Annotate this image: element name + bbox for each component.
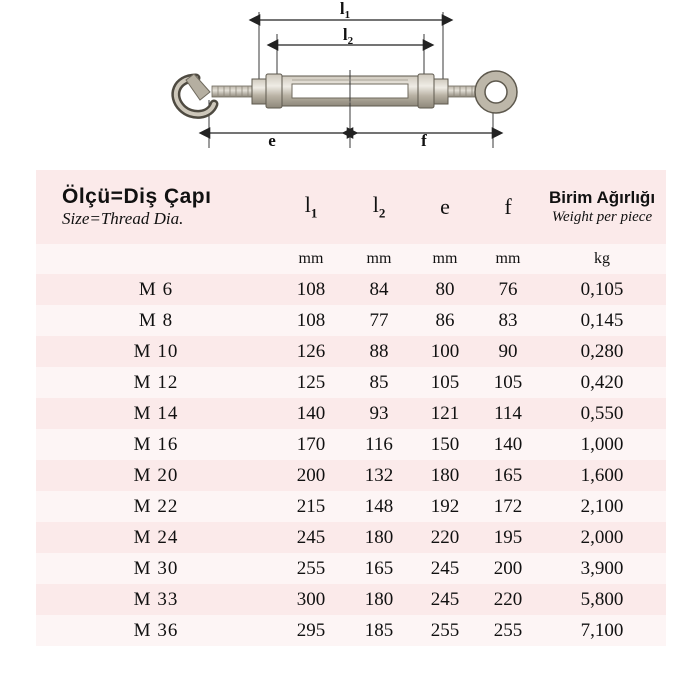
cell-l1: 295 bbox=[276, 615, 346, 646]
dimension-label-f: f bbox=[421, 131, 427, 150]
frame-left-cap bbox=[266, 74, 282, 108]
cell-l1: 108 bbox=[276, 274, 346, 305]
table-header-row bbox=[36, 170, 666, 244]
cell-e: 100 bbox=[412, 336, 478, 367]
cell-l1: 170 bbox=[276, 429, 346, 460]
cell-l1: 140 bbox=[276, 398, 346, 429]
cell-weight: 0,420 bbox=[538, 367, 666, 398]
cell-e: 80 bbox=[412, 274, 478, 305]
cell-size: M 36 bbox=[36, 615, 276, 646]
cell-f: 220 bbox=[478, 584, 538, 615]
dimension-label-e: e bbox=[268, 131, 276, 150]
cell-e: 192 bbox=[412, 491, 478, 522]
cell-f: 105 bbox=[478, 367, 538, 398]
specification-table-wrapper bbox=[36, 170, 666, 646]
table-row bbox=[36, 584, 666, 615]
cell-weight: 7,100 bbox=[538, 615, 666, 646]
cell-size: M 24 bbox=[36, 522, 276, 553]
cell-f: 165 bbox=[478, 460, 538, 491]
cell-weight: 1,600 bbox=[538, 460, 666, 491]
cell-l2: 180 bbox=[346, 584, 412, 615]
cell-l2: 148 bbox=[346, 491, 412, 522]
header-e: e bbox=[412, 170, 478, 244]
right-rod bbox=[448, 86, 478, 97]
cell-size: M 22 bbox=[36, 491, 276, 522]
cell-f: 200 bbox=[478, 553, 538, 584]
cell-l2: 180 bbox=[346, 522, 412, 553]
cell-size: M 10 bbox=[36, 336, 276, 367]
table-row bbox=[36, 553, 666, 584]
table-units-row bbox=[36, 244, 666, 274]
cell-weight: 1,000 bbox=[538, 429, 666, 460]
cell-size: M 16 bbox=[36, 429, 276, 460]
cell-weight: 0,280 bbox=[538, 336, 666, 367]
cell-e: 220 bbox=[412, 522, 478, 553]
cell-f: 195 bbox=[478, 522, 538, 553]
cell-f: 114 bbox=[478, 398, 538, 429]
cell-l1: 200 bbox=[276, 460, 346, 491]
header-f: f bbox=[478, 170, 538, 244]
dimension-label-l2: $l_2$ bbox=[342, 25, 354, 47]
cell-weight: 2,000 bbox=[538, 522, 666, 553]
unit-l2: mm bbox=[346, 244, 412, 274]
cell-l2: 185 bbox=[346, 615, 412, 646]
cell-l2: 165 bbox=[346, 553, 412, 584]
table-row bbox=[36, 522, 666, 553]
cell-l2: 132 bbox=[346, 460, 412, 491]
cell-l1: 125 bbox=[276, 367, 346, 398]
cell-f: 140 bbox=[478, 429, 538, 460]
cell-weight: 0,105 bbox=[538, 274, 666, 305]
cell-l2: 77 bbox=[346, 305, 412, 336]
cell-l2: 116 bbox=[346, 429, 412, 460]
cell-l1: 255 bbox=[276, 553, 346, 584]
cell-f: 255 bbox=[478, 615, 538, 646]
cell-f: 83 bbox=[478, 305, 538, 336]
unit-weight: kg bbox=[538, 244, 666, 274]
header-weight-en: Weight per piece bbox=[551, 209, 653, 226]
table-row bbox=[36, 367, 666, 398]
cell-l2: 84 bbox=[346, 274, 412, 305]
cell-e: 245 bbox=[412, 553, 478, 584]
cell-weight: 0,550 bbox=[538, 398, 666, 429]
cell-e: 105 bbox=[412, 367, 478, 398]
header-size-tr: Ölçü=Diş Çapı bbox=[62, 184, 212, 208]
unit-e: mm bbox=[412, 244, 478, 274]
cell-l1: 245 bbox=[276, 522, 346, 553]
cell-l2: 88 bbox=[346, 336, 412, 367]
header-weight-tr: Birim Ağırlığı bbox=[548, 187, 656, 207]
turnbuckle-diagram bbox=[0, 0, 700, 168]
table-row bbox=[36, 274, 666, 305]
cell-e: 150 bbox=[412, 429, 478, 460]
header-size-cell bbox=[36, 170, 276, 244]
cell-size: M 30 bbox=[36, 553, 276, 584]
header-size-en: Size=Thread Dia. bbox=[62, 208, 184, 228]
cell-l2: 85 bbox=[346, 367, 412, 398]
hook-end bbox=[176, 74, 214, 114]
cell-l1: 108 bbox=[276, 305, 346, 336]
cell-l1: 300 bbox=[276, 584, 346, 615]
header-l1: $l_1$ bbox=[276, 170, 346, 244]
dimension-label-l1: $l_1$ bbox=[339, 0, 351, 21]
specification-table bbox=[36, 170, 666, 646]
cell-e: 255 bbox=[412, 615, 478, 646]
cell-size: M 33 bbox=[36, 584, 276, 615]
cell-l2: 93 bbox=[346, 398, 412, 429]
table-row bbox=[36, 460, 666, 491]
unit-f: mm bbox=[478, 244, 538, 274]
header-weight-cell bbox=[538, 170, 666, 244]
header-l2: $l_2$ bbox=[346, 170, 412, 244]
eye-end bbox=[475, 71, 517, 113]
table-row bbox=[36, 336, 666, 367]
cell-e: 245 bbox=[412, 584, 478, 615]
table-row bbox=[36, 429, 666, 460]
cell-size: M 14 bbox=[36, 398, 276, 429]
cell-weight: 2,100 bbox=[538, 491, 666, 522]
table-row bbox=[36, 305, 666, 336]
cell-l1: 215 bbox=[276, 491, 346, 522]
cell-e: 180 bbox=[412, 460, 478, 491]
cell-size: M 12 bbox=[36, 367, 276, 398]
cell-f: 90 bbox=[478, 336, 538, 367]
table-row bbox=[36, 491, 666, 522]
cell-weight: 5,800 bbox=[538, 584, 666, 615]
cell-l1: 126 bbox=[276, 336, 346, 367]
frame-right-cap bbox=[418, 74, 434, 108]
unit-l1: mm bbox=[276, 244, 346, 274]
cell-weight: 0,145 bbox=[538, 305, 666, 336]
table-row bbox=[36, 615, 666, 646]
cell-size: M 6 bbox=[36, 274, 276, 305]
cell-weight: 3,900 bbox=[538, 553, 666, 584]
right-nut bbox=[434, 79, 448, 104]
cell-e: 86 bbox=[412, 305, 478, 336]
cell-e: 121 bbox=[412, 398, 478, 429]
cell-f: 172 bbox=[478, 491, 538, 522]
cell-size: M 8 bbox=[36, 305, 276, 336]
cell-size: M 20 bbox=[36, 460, 276, 491]
left-nut bbox=[252, 79, 266, 104]
unit-size bbox=[36, 244, 276, 274]
cell-f: 76 bbox=[478, 274, 538, 305]
table-row bbox=[36, 398, 666, 429]
